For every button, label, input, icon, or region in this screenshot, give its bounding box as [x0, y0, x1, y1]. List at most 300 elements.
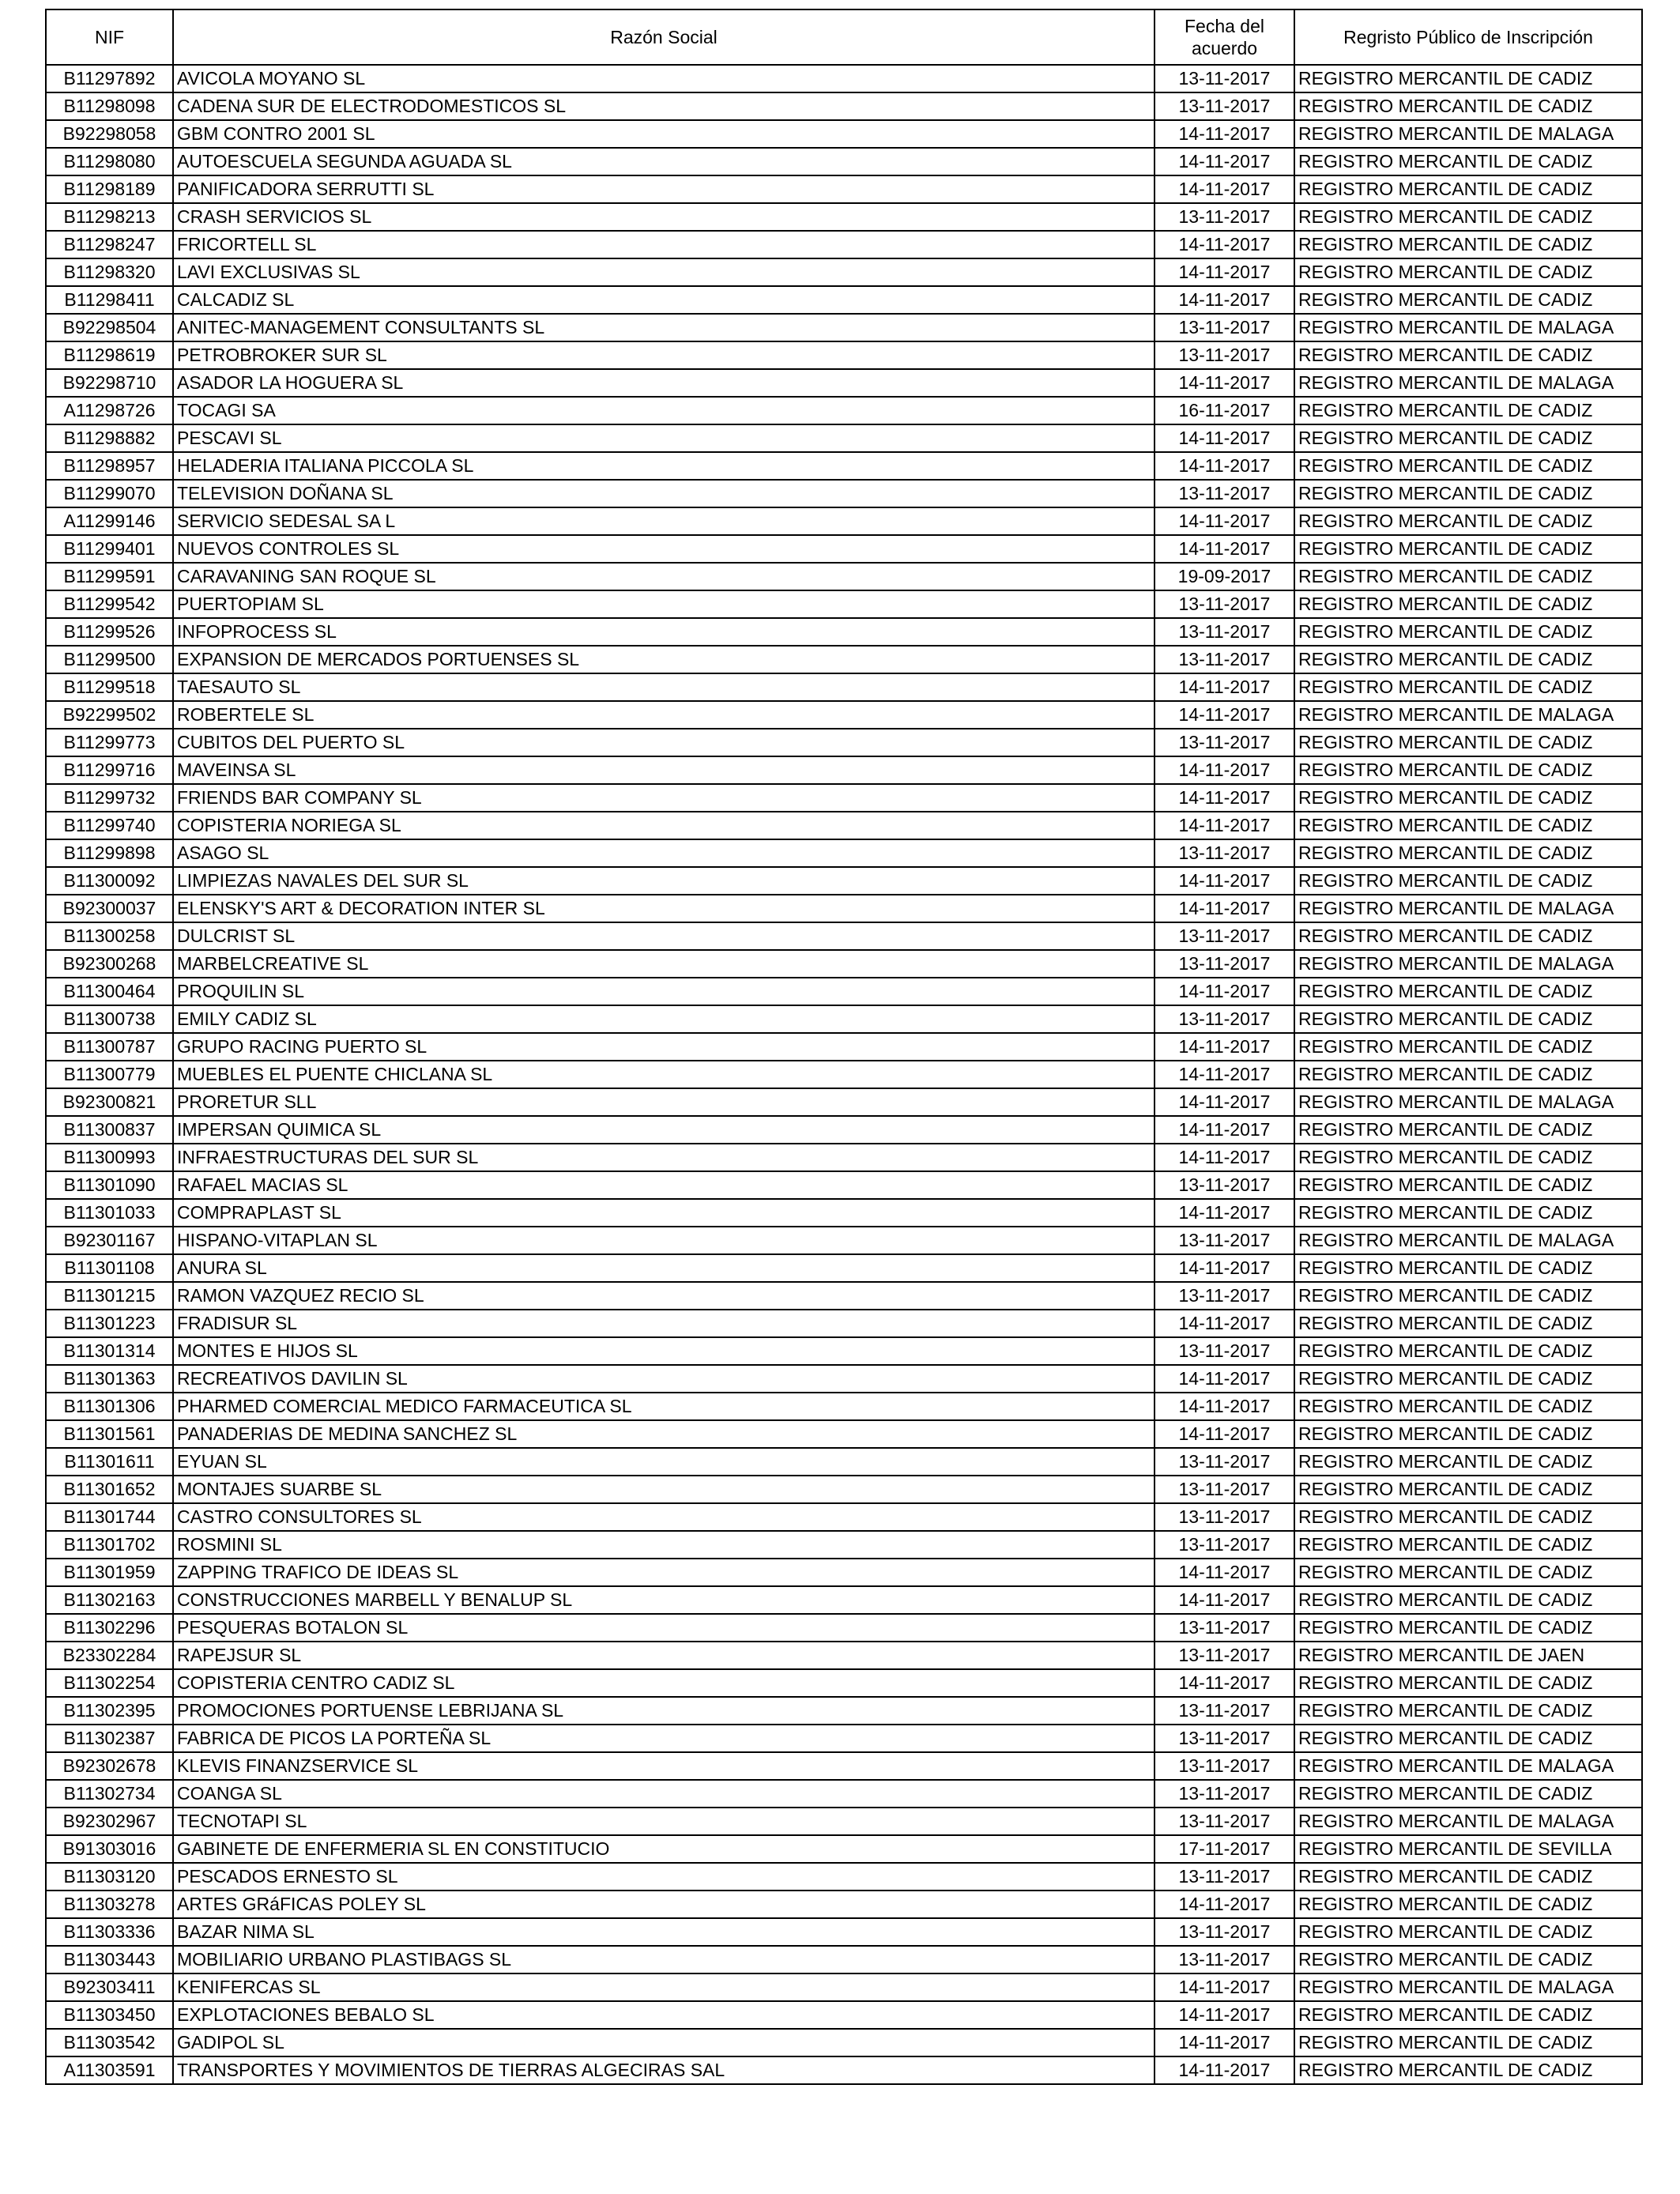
cell-razon-social: PHARMED COMERCIAL MEDICO FARMACEUTICA SL [173, 1393, 1155, 1420]
cell-razon-social: RAFAEL MACIAS SL [173, 1171, 1155, 1199]
cell-nif: B11299898 [46, 839, 173, 867]
cell-registro: REGISTRO MERCANTIL DE CADIZ [1294, 65, 1642, 92]
cell-razon-social: AUTOESCUELA SEGUNDA AGUADA SL [173, 148, 1155, 175]
cell-nif: B92303411 [46, 1973, 173, 2001]
cell-registro: REGISTRO MERCANTIL DE CADIZ [1294, 1946, 1642, 1973]
cell-fecha: 13-11-2017 [1155, 1614, 1294, 1642]
cell-fecha: 13-11-2017 [1155, 1476, 1294, 1503]
table-row [46, 175, 1642, 203]
cell-fecha: 17-11-2017 [1155, 1835, 1294, 1863]
header-fecha-acuerdo [1155, 9, 1294, 65]
cell-registro: REGISTRO MERCANTIL DE CADIZ [1294, 1144, 1642, 1171]
cell-registro: REGISTRO MERCANTIL DE CADIZ [1294, 1199, 1642, 1227]
table-row [46, 701, 1642, 729]
table-row [46, 148, 1642, 175]
table-row [46, 1144, 1642, 1171]
cell-fecha: 14-11-2017 [1155, 1199, 1294, 1227]
cell-nif: B11301215 [46, 1282, 173, 1310]
cell-razon-social: KLEVIS FINANZSERVICE SL [173, 1752, 1155, 1780]
cell-fecha: 14-11-2017 [1155, 1310, 1294, 1337]
table-row [46, 784, 1642, 812]
cell-fecha: 13-11-2017 [1155, 950, 1294, 978]
table-row [46, 895, 1642, 922]
cell-fecha: 14-11-2017 [1155, 424, 1294, 452]
cell-registro: REGISTRO MERCANTIL DE CADIZ [1294, 563, 1642, 590]
table-row [46, 231, 1642, 258]
cell-fecha: 14-11-2017 [1155, 978, 1294, 1005]
header-nif: NIF [46, 9, 173, 65]
table-row [46, 535, 1642, 563]
cell-fecha: 14-11-2017 [1155, 1088, 1294, 1116]
cell-registro: REGISTRO MERCANTIL DE MALAGA [1294, 895, 1642, 922]
cell-nif: B11301033 [46, 1199, 173, 1227]
table-row [46, 646, 1642, 673]
cell-nif: B11302296 [46, 1614, 173, 1642]
table-row [46, 1282, 1642, 1310]
cell-fecha: 13-11-2017 [1155, 1752, 1294, 1780]
table-row [46, 2029, 1642, 2056]
table-row [46, 203, 1642, 231]
cell-registro: REGISTRO MERCANTIL DE CADIZ [1294, 1780, 1642, 1808]
table-row [46, 978, 1642, 1005]
cell-nif: B11303278 [46, 1891, 173, 1918]
cell-razon-social: CALCADIZ SL [173, 286, 1155, 314]
cell-fecha: 19-09-2017 [1155, 563, 1294, 590]
cell-registro: REGISTRO MERCANTIL DE CADIZ [1294, 341, 1642, 369]
cell-registro: REGISTRO MERCANTIL DE CADIZ [1294, 397, 1642, 424]
cell-razon-social: HISPANO-VITAPLAN SL [173, 1227, 1155, 1254]
cell-razon-social: COPISTERIA NORIEGA SL [173, 812, 1155, 839]
cell-razon-social: FABRICA DE PICOS LA PORTEÑA SL [173, 1725, 1155, 1752]
cell-registro: REGISTRO MERCANTIL DE CADIZ [1294, 480, 1642, 507]
cell-nif: B11299740 [46, 812, 173, 839]
cell-fecha: 14-11-2017 [1155, 507, 1294, 535]
table-row [46, 258, 1642, 286]
cell-nif: B11301314 [46, 1337, 173, 1365]
cell-registro: REGISTRO MERCANTIL DE CADIZ [1294, 1918, 1642, 1946]
cell-fecha: 14-11-2017 [1155, 148, 1294, 175]
cell-nif: B11298098 [46, 92, 173, 120]
cell-nif: B11299500 [46, 646, 173, 673]
cell-registro: REGISTRO MERCANTIL DE CADIZ [1294, 148, 1642, 175]
table-row [46, 673, 1642, 701]
cell-nif: B11300464 [46, 978, 173, 1005]
cell-razon-social: ANITEC-MANAGEMENT CONSULTANTS SL [173, 314, 1155, 341]
cell-razon-social: EYUAN SL [173, 1448, 1155, 1476]
table-header [46, 9, 1642, 65]
table-row [46, 120, 1642, 148]
cell-nif: B11298882 [46, 424, 173, 452]
cell-registro: REGISTRO MERCANTIL DE CADIZ [1294, 286, 1642, 314]
cell-registro: REGISTRO MERCANTIL DE MALAGA [1294, 1973, 1642, 2001]
table-row [46, 950, 1642, 978]
table-row [46, 341, 1642, 369]
cell-registro: REGISTRO MERCANTIL DE CADIZ [1294, 867, 1642, 895]
cell-fecha: 14-11-2017 [1155, 286, 1294, 314]
cell-fecha: 13-11-2017 [1155, 839, 1294, 867]
cell-nif: B92301167 [46, 1227, 173, 1254]
cell-fecha: 13-11-2017 [1155, 1918, 1294, 1946]
cell-registro: REGISTRO MERCANTIL DE CADIZ [1294, 2056, 1642, 2084]
cell-razon-social: MARBELCREATIVE SL [173, 950, 1155, 978]
cell-registro: REGISTRO MERCANTIL DE CADIZ [1294, 1116, 1642, 1144]
table-row [46, 563, 1642, 590]
cell-registro: REGISTRO MERCANTIL DE CADIZ [1294, 203, 1642, 231]
cell-razon-social: ASAGO SL [173, 839, 1155, 867]
cell-nif: B11301090 [46, 1171, 173, 1199]
table-row [46, 1005, 1642, 1033]
table-row [46, 1310, 1642, 1337]
cell-nif: B11301652 [46, 1476, 173, 1503]
cell-razon-social: PESCADOS ERNESTO SL [173, 1863, 1155, 1891]
cell-registro: REGISTRO MERCANTIL DE MALAGA [1294, 1808, 1642, 1835]
cell-razon-social: MONTAJES SUARBE SL [173, 1476, 1155, 1503]
cell-fecha: 13-11-2017 [1155, 1780, 1294, 1808]
cell-razon-social: PROQUILIN SL [173, 978, 1155, 1005]
cell-razon-social: HELADERIA ITALIANA PICCOLA SL [173, 452, 1155, 480]
cell-nif: B11302387 [46, 1725, 173, 1752]
cell-fecha: 14-11-2017 [1155, 895, 1294, 922]
cell-registro: REGISTRO MERCANTIL DE CADIZ [1294, 1365, 1642, 1393]
cell-fecha: 13-11-2017 [1155, 1503, 1294, 1531]
table-row [46, 590, 1642, 618]
cell-fecha: 14-11-2017 [1155, 867, 1294, 895]
cell-nif: B11303443 [46, 1946, 173, 1973]
table-row [46, 1725, 1642, 1752]
cell-fecha: 14-11-2017 [1155, 2001, 1294, 2029]
cell-registro: REGISTRO MERCANTIL DE CADIZ [1294, 1614, 1642, 1642]
cell-nif: B11303120 [46, 1863, 173, 1891]
cell-razon-social: RAMON VAZQUEZ RECIO SL [173, 1282, 1155, 1310]
cell-razon-social: TECNOTAPI SL [173, 1808, 1155, 1835]
cell-fecha: 14-11-2017 [1155, 369, 1294, 397]
table-row [46, 507, 1642, 535]
cell-razon-social: PESCAVI SL [173, 424, 1155, 452]
cell-razon-social: TOCAGI SA [173, 397, 1155, 424]
cell-nif: B92299502 [46, 701, 173, 729]
cell-razon-social: INFOPROCESS SL [173, 618, 1155, 646]
cell-razon-social: DULCRIST SL [173, 922, 1155, 950]
cell-nif: B11299773 [46, 729, 173, 756]
table-row [46, 1614, 1642, 1642]
cell-registro: REGISTRO MERCANTIL DE CADIZ [1294, 1725, 1642, 1752]
table-row [46, 1171, 1642, 1199]
cell-registro: REGISTRO MERCANTIL DE CADIZ [1294, 1282, 1642, 1310]
cell-nif: B11300837 [46, 1116, 173, 1144]
cell-registro: REGISTRO MERCANTIL DE CADIZ [1294, 258, 1642, 286]
cell-nif: B11301702 [46, 1531, 173, 1559]
cell-nif: B11301959 [46, 1559, 173, 1586]
cell-nif: B11301108 [46, 1254, 173, 1282]
cell-nif: B11300993 [46, 1144, 173, 1171]
cell-fecha: 13-11-2017 [1155, 1808, 1294, 1835]
cell-registro: REGISTRO MERCANTIL DE MALAGA [1294, 369, 1642, 397]
table-row [46, 1365, 1642, 1393]
cell-razon-social: CARAVANING SAN ROQUE SL [173, 563, 1155, 590]
cell-registro: REGISTRO MERCANTIL DE CADIZ [1294, 618, 1642, 646]
cell-razon-social: EXPANSION DE MERCADOS PORTUENSES SL [173, 646, 1155, 673]
cell-nif: B11302163 [46, 1586, 173, 1614]
cell-nif: B11300787 [46, 1033, 173, 1061]
cell-registro: REGISTRO MERCANTIL DE MALAGA [1294, 701, 1642, 729]
cell-nif: B11300738 [46, 1005, 173, 1033]
cell-fecha: 14-11-2017 [1155, 175, 1294, 203]
cell-registro: REGISTRO MERCANTIL DE MALAGA [1294, 1752, 1642, 1780]
table-row [46, 65, 1642, 92]
table-row [46, 1116, 1642, 1144]
cell-registro: REGISTRO MERCANTIL DE CADIZ [1294, 784, 1642, 812]
cell-razon-social: TAESAUTO SL [173, 673, 1155, 701]
cell-razon-social: RAPEJSUR SL [173, 1642, 1155, 1669]
cell-nif: B11302395 [46, 1697, 173, 1725]
header-row [46, 9, 1642, 65]
table-row [46, 1337, 1642, 1365]
table-row [46, 1254, 1642, 1282]
table-row [46, 2056, 1642, 2084]
cell-registro: REGISTRO MERCANTIL DE CADIZ [1294, 231, 1642, 258]
cell-registro: REGISTRO MERCANTIL DE CADIZ [1294, 1863, 1642, 1891]
table-row [46, 1420, 1642, 1448]
cell-nif: B11302254 [46, 1669, 173, 1697]
cell-nif: B11298411 [46, 286, 173, 314]
cell-nif: B11301223 [46, 1310, 173, 1337]
table-row [46, 1559, 1642, 1586]
table-row [46, 1393, 1642, 1420]
cell-nif: B11301744 [46, 1503, 173, 1531]
table-row [46, 92, 1642, 120]
cell-razon-social: INFRAESTRUCTURAS DEL SUR SL [173, 1144, 1155, 1171]
table-row [46, 1973, 1642, 2001]
table-row [46, 1946, 1642, 1973]
cell-razon-social: PESQUERAS BOTALON SL [173, 1614, 1155, 1642]
cell-fecha: 14-11-2017 [1155, 1669, 1294, 1697]
cell-nif: B11301561 [46, 1420, 173, 1448]
cell-nif: B92300037 [46, 895, 173, 922]
cell-nif: B11303542 [46, 2029, 173, 2056]
cell-razon-social: SERVICIO SEDESAL SA L [173, 507, 1155, 535]
cell-registro: REGISTRO MERCANTIL DE CADIZ [1294, 452, 1642, 480]
cell-razon-social: ZAPPING TRAFICO DE IDEAS SL [173, 1559, 1155, 1586]
cell-nif: B11300092 [46, 867, 173, 895]
table-row [46, 867, 1642, 895]
cell-registro: REGISTRO MERCANTIL DE CADIZ [1294, 535, 1642, 563]
cell-registro: REGISTRO MERCANTIL DE MALAGA [1294, 1088, 1642, 1116]
cell-nif: B11298957 [46, 452, 173, 480]
cell-razon-social: NUEVOS CONTROLES SL [173, 535, 1155, 563]
cell-registro: REGISTRO MERCANTIL DE CADIZ [1294, 1531, 1642, 1559]
cell-fecha: 13-11-2017 [1155, 1448, 1294, 1476]
cell-fecha: 14-11-2017 [1155, 1891, 1294, 1918]
cell-registro: REGISTRO MERCANTIL DE CADIZ [1294, 1310, 1642, 1337]
cell-razon-social: KENIFERCAS SL [173, 1973, 1155, 2001]
cell-razon-social: RECREATIVOS DAVILIN SL [173, 1365, 1155, 1393]
cell-nif: B11299542 [46, 590, 173, 618]
cell-registro: REGISTRO MERCANTIL DE CADIZ [1294, 673, 1642, 701]
cell-registro: REGISTRO MERCANTIL DE MALAGA [1294, 314, 1642, 341]
cell-registro: REGISTRO MERCANTIL DE SEVILLA [1294, 1835, 1642, 1863]
cell-registro: REGISTRO MERCANTIL DE CADIZ [1294, 175, 1642, 203]
cell-fecha: 13-11-2017 [1155, 480, 1294, 507]
cell-fecha: 14-11-2017 [1155, 756, 1294, 784]
table-row [46, 729, 1642, 756]
table-row [46, 286, 1642, 314]
cell-fecha: 13-11-2017 [1155, 1531, 1294, 1559]
cell-registro: REGISTRO MERCANTIL DE CADIZ [1294, 2029, 1642, 2056]
cell-fecha: 14-11-2017 [1155, 1254, 1294, 1282]
cell-fecha: 13-11-2017 [1155, 1642, 1294, 1669]
cell-razon-social: ASADOR LA HOGUERA SL [173, 369, 1155, 397]
cell-razon-social: IMPERSAN QUIMICA SL [173, 1116, 1155, 1144]
cell-razon-social: FRICORTELL SL [173, 231, 1155, 258]
cell-nif: B11298213 [46, 203, 173, 231]
cell-razon-social: ELENSKY'S ART & DECORATION INTER SL [173, 895, 1155, 922]
cell-registro: REGISTRO MERCANTIL DE CADIZ [1294, 1033, 1642, 1061]
cell-nif: B11299401 [46, 535, 173, 563]
table-row [46, 480, 1642, 507]
cell-registro: REGISTRO MERCANTIL DE MALAGA [1294, 1227, 1642, 1254]
cell-fecha: 14-11-2017 [1155, 1116, 1294, 1144]
cell-razon-social: COPISTERIA CENTRO CADIZ SL [173, 1669, 1155, 1697]
table-row [46, 1227, 1642, 1254]
table-row [46, 1199, 1642, 1227]
cell-fecha: 14-11-2017 [1155, 1393, 1294, 1420]
cell-nif: B92298058 [46, 120, 173, 148]
cell-razon-social: GRUPO RACING PUERTO SL [173, 1033, 1155, 1061]
cell-registro: REGISTRO MERCANTIL DE CADIZ [1294, 839, 1642, 867]
cell-fecha: 13-11-2017 [1155, 590, 1294, 618]
registry-table [45, 9, 1643, 2085]
cell-registro: REGISTRO MERCANTIL DE CADIZ [1294, 812, 1642, 839]
cell-registro: REGISTRO MERCANTIL DE CADIZ [1294, 590, 1642, 618]
cell-registro: REGISTRO MERCANTIL DE CADIZ [1294, 1503, 1642, 1531]
cell-registro: REGISTRO MERCANTIL DE CADIZ [1294, 1476, 1642, 1503]
cell-nif: B11298320 [46, 258, 173, 286]
cell-razon-social: ANURA SL [173, 1254, 1155, 1282]
cell-razon-social: PANADERIAS DE MEDINA SANCHEZ SL [173, 1420, 1155, 1448]
cell-registro: REGISTRO MERCANTIL DE CADIZ [1294, 1697, 1642, 1725]
table-row [46, 1918, 1642, 1946]
cell-nif: B91303016 [46, 1835, 173, 1863]
cell-razon-social: ROBERTELE SL [173, 701, 1155, 729]
cell-nif: B92302678 [46, 1752, 173, 1780]
cell-fecha: 13-11-2017 [1155, 729, 1294, 756]
cell-fecha: 13-11-2017 [1155, 1282, 1294, 1310]
cell-registro: REGISTRO MERCANTIL DE CADIZ [1294, 1559, 1642, 1586]
cell-registro: REGISTRO MERCANTIL DE CADIZ [1294, 1586, 1642, 1614]
table-row [46, 1531, 1642, 1559]
cell-nif: B92300268 [46, 950, 173, 978]
table-row [46, 756, 1642, 784]
cell-fecha: 13-11-2017 [1155, 1337, 1294, 1365]
cell-fecha: 13-11-2017 [1155, 1697, 1294, 1725]
header-fecha-line1: Fecha del [1184, 16, 1264, 36]
cell-razon-social: PRORETUR SLL [173, 1088, 1155, 1116]
cell-fecha: 14-11-2017 [1155, 1144, 1294, 1171]
cell-fecha: 14-11-2017 [1155, 1365, 1294, 1393]
table-row [46, 424, 1642, 452]
cell-nif: B11299070 [46, 480, 173, 507]
cell-fecha: 14-11-2017 [1155, 231, 1294, 258]
cell-registro: REGISTRO MERCANTIL DE CADIZ [1294, 646, 1642, 673]
cell-nif: B11299591 [46, 563, 173, 590]
cell-nif: B11298080 [46, 148, 173, 175]
cell-fecha: 14-11-2017 [1155, 1033, 1294, 1061]
cell-registro: REGISTRO MERCANTIL DE CADIZ [1294, 1891, 1642, 1918]
cell-registro: REGISTRO MERCANTIL DE CADIZ [1294, 2001, 1642, 2029]
table-row [46, 452, 1642, 480]
cell-razon-social: AVICOLA MOYANO SL [173, 65, 1155, 92]
cell-nif: B11301306 [46, 1393, 173, 1420]
cell-fecha: 14-11-2017 [1155, 1973, 1294, 2001]
cell-nif: A11299146 [46, 507, 173, 535]
cell-registro: REGISTRO MERCANTIL DE CADIZ [1294, 1669, 1642, 1697]
cell-fecha: 13-11-2017 [1155, 1005, 1294, 1033]
cell-registro: REGISTRO MERCANTIL DE CADIZ [1294, 92, 1642, 120]
cell-nif: B11298189 [46, 175, 173, 203]
cell-fecha: 14-11-2017 [1155, 673, 1294, 701]
cell-registro: REGISTRO MERCANTIL DE CADIZ [1294, 1448, 1642, 1476]
table-row [46, 1476, 1642, 1503]
cell-nif: B11299518 [46, 673, 173, 701]
cell-fecha: 14-11-2017 [1155, 120, 1294, 148]
cell-razon-social: CONSTRUCCIONES MARBELL Y BENALUP SL [173, 1586, 1155, 1614]
table-row [46, 397, 1642, 424]
table-row [46, 1808, 1642, 1835]
cell-nif: A11303591 [46, 2056, 173, 2084]
cell-fecha: 13-11-2017 [1155, 203, 1294, 231]
cell-razon-social: FRIENDS BAR COMPANY SL [173, 784, 1155, 812]
cell-nif: B11299716 [46, 756, 173, 784]
cell-razon-social: GADIPOL SL [173, 2029, 1155, 2056]
table-row [46, 1033, 1642, 1061]
table-row [46, 1503, 1642, 1531]
header-fecha-line2: acuerdo [1191, 38, 1258, 58]
cell-registro: REGISTRO MERCANTIL DE CADIZ [1294, 978, 1642, 1005]
cell-razon-social: BAZAR NIMA SL [173, 1918, 1155, 1946]
cell-fecha: 13-11-2017 [1155, 65, 1294, 92]
cell-razon-social: EMILY CADIZ SL [173, 1005, 1155, 1033]
cell-fecha: 13-11-2017 [1155, 1171, 1294, 1199]
cell-nif: B11299526 [46, 618, 173, 646]
table-body [46, 65, 1642, 2084]
table-row [46, 1891, 1642, 1918]
cell-registro: REGISTRO MERCANTIL DE CADIZ [1294, 1005, 1642, 1033]
cell-fecha: 16-11-2017 [1155, 397, 1294, 424]
table-row [46, 1642, 1642, 1669]
cell-registro: REGISTRO MERCANTIL DE CADIZ [1294, 1061, 1642, 1088]
cell-razon-social: ARTES GRáFICAS POLEY SL [173, 1891, 1155, 1918]
table-row [46, 1061, 1642, 1088]
cell-fecha: 14-11-2017 [1155, 1586, 1294, 1614]
cell-registro: REGISTRO MERCANTIL DE CADIZ [1294, 1393, 1642, 1420]
table-row [46, 1586, 1642, 1614]
cell-fecha: 14-11-2017 [1155, 452, 1294, 480]
cell-razon-social: MONTES E HIJOS SL [173, 1337, 1155, 1365]
cell-razon-social: EXPLOTACIONES BEBALO SL [173, 2001, 1155, 2029]
cell-fecha: 14-11-2017 [1155, 1061, 1294, 1088]
table-row [46, 1780, 1642, 1808]
cell-razon-social: CASTRO CONSULTORES SL [173, 1503, 1155, 1531]
cell-fecha: 13-11-2017 [1155, 1863, 1294, 1891]
cell-nif: B92302967 [46, 1808, 173, 1835]
cell-fecha: 13-11-2017 [1155, 341, 1294, 369]
cell-nif: B92298504 [46, 314, 173, 341]
table-row [46, 839, 1642, 867]
cell-fecha: 13-11-2017 [1155, 92, 1294, 120]
header-registro: Regristo Público de Inscripción [1294, 9, 1642, 65]
table-row [46, 1697, 1642, 1725]
cell-registro: REGISTRO MERCANTIL DE CADIZ [1294, 1420, 1642, 1448]
